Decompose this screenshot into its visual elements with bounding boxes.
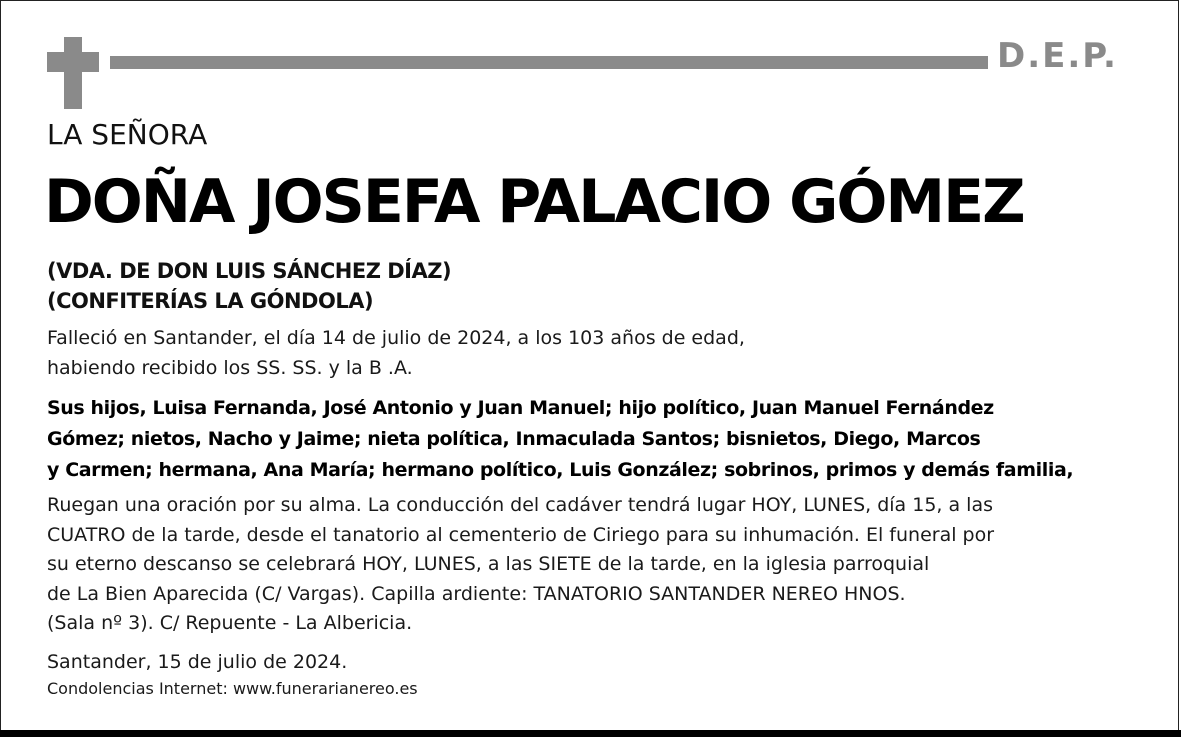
deceased-info-line: Falleció en Santander, el día 14 de julio de 2024, a los 103 años de edad, <box>47 327 745 349</box>
header-rule <box>110 56 988 69</box>
deceased-name: DOÑA JOSEFA PALACIO GÓMEZ <box>44 167 1024 237</box>
cross-horizontal-bar <box>47 52 99 72</box>
service-info-line: de La Bien Aparecida (C/ Vargas). Capilla ardiente: TANATORIO SANTANDER NEREO HNOS. <box>47 582 906 605</box>
place-date: Santander, 15 de julio de 2024. <box>47 651 348 673</box>
service-info-line: CUATRO de la tarde, desde el tanatorio al cementerio de Ciriego para su inhumación. El funeral por <box>47 523 995 546</box>
deceased-info-line: habiendo recibido los SS. SS. y la B .A. <box>47 356 413 379</box>
deceased-info <box>47 324 745 383</box>
condolences-line: Condolencias Internet: www.funerarianereo.es <box>47 679 418 698</box>
bottom-border <box>0 730 1181 737</box>
cross-vertical-bar <box>64 37 82 109</box>
service-info <box>47 491 994 639</box>
title-prefix: LA SEÑORA <box>47 118 208 151</box>
service-info-line: (Sala nº 3). C/ Repuente - La Albericia. <box>47 612 413 634</box>
family-line: y Carmen; hermana, Ana María; hermano político, Luis González; sobrinos, primos y demás familia, <box>47 459 1074 481</box>
widow-of-line: (VDA. DE DON LUIS SÁNCHEZ DÍAZ) <box>47 259 452 283</box>
service-info-line: Ruegan una oración por su alma. La conducción del cadáver tendrá lugar HOY, LUNES, día 15, a las <box>47 494 994 516</box>
dep-label: D.E.P. <box>997 36 1118 76</box>
service-info-line: su eterno descanso se celebrará HOY, LUNES, a las SIETE de la tarde, en la iglesia parroquial <box>47 553 930 575</box>
family-list <box>47 393 1073 486</box>
business-line: (CONFITERÍAS LA GÓNDOLA) <box>47 289 374 313</box>
family-line: Gómez; nietos, Nacho y Jaime; nieta política, Inmaculada Santos; bisnietos, Diego, Marcos <box>47 428 981 450</box>
family-line: Sus hijos, Luisa Fernanda, José Antonio y Juan Manuel; hijo político, Juan Manuel Fernández <box>47 397 994 419</box>
